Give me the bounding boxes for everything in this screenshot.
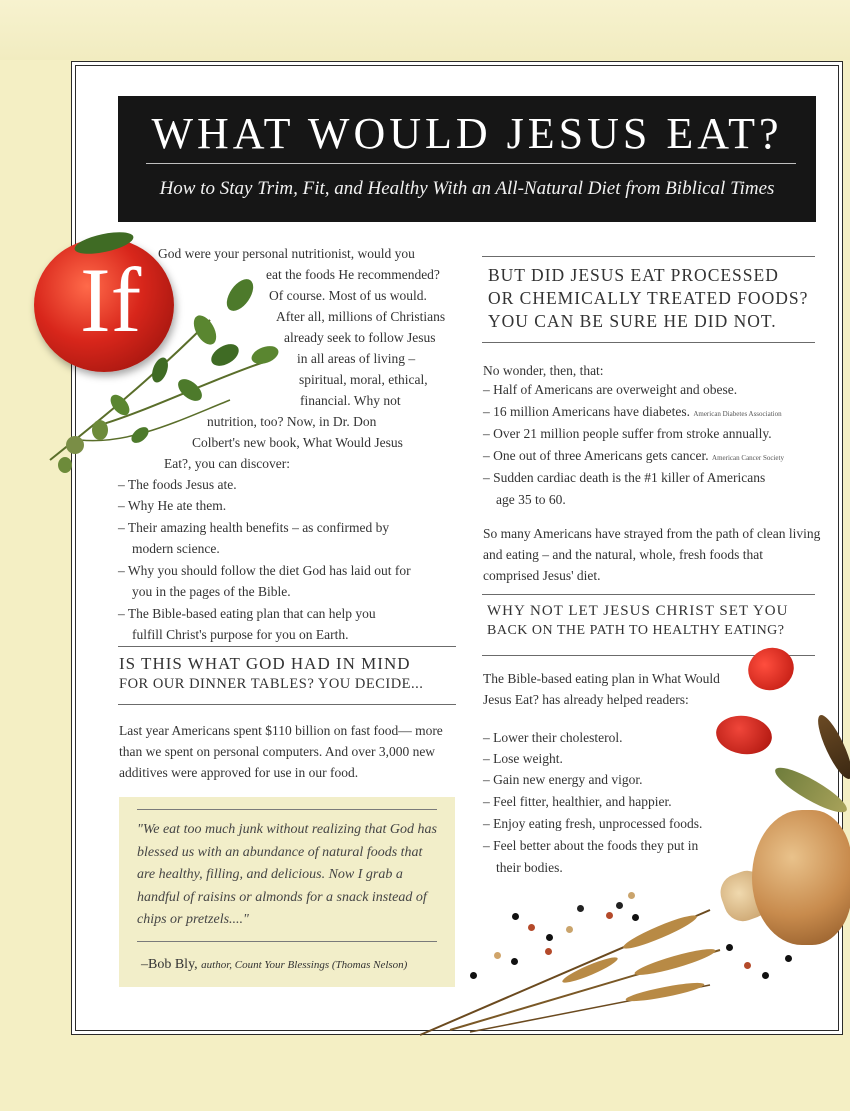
testimonial-attribution (141, 957, 407, 973)
peppercorn (726, 944, 733, 951)
section-rule (118, 704, 456, 705)
wheat-illustration (410, 890, 730, 1040)
paper-background (0, 0, 850, 60)
list-item: – Their amazing health benefits – as confirmed by (118, 520, 390, 535)
benefit-item: – Lose weight. (483, 751, 563, 766)
peppercorn (528, 924, 535, 931)
stat-source: American Diabetes Association (693, 410, 782, 418)
section-rule (482, 256, 815, 257)
list-item: – The Bible-based eating plan that can help you (118, 606, 376, 621)
stat-source: American Cancer Society (712, 454, 784, 462)
stat-item: – Over 21 million people suffer from stroke annually. (483, 426, 772, 441)
peppercorn (511, 958, 518, 965)
quote-rule-bottom (137, 941, 437, 942)
peppercorn (470, 972, 477, 979)
section-rule (118, 646, 456, 647)
peppercorn (785, 955, 792, 962)
peppercorn (566, 926, 573, 933)
intro-line: eat the foods He recommended? (266, 267, 440, 282)
testimonial-quote: "We eat too much junk without realizing that God has blessed us with an abundance of natural foods that are healthy, filling, and delicious. Now I grab a handful of raisins or almonds for a snack instead of chips or pretzels...." (137, 822, 437, 927)
mushroom-illustration (752, 810, 850, 945)
dinner-subheading: FOR OUR DINNER TABLES? YOU DECIDE... (119, 676, 424, 692)
intro-line: Of course. Most of us would. (269, 288, 427, 303)
stat-item: – 16 million Americans have diabetes. American Diabetes Association (483, 404, 782, 419)
processed-lead: No wonder, then, that: (483, 363, 604, 378)
peppercorn (616, 902, 623, 909)
why-lead: The Bible-based eating plan in What Would Jesus Eat? has already helped readers: (483, 671, 720, 707)
dinner-heading: IS THIS WHAT GOD HAD IN MIND (119, 654, 411, 673)
testimonial-source: author, Count Your Blessings (Thomas Nelson) (201, 959, 408, 971)
quote-rule-top (137, 809, 437, 810)
section-rule (482, 594, 815, 595)
list-item: you in the pages of the Bible. (132, 584, 291, 599)
intro-line: nutrition, too? Now, in Dr. Don (207, 414, 377, 429)
title-banner (118, 96, 816, 222)
testimonial-author: –Bob Bly, (141, 957, 198, 972)
intro-line: Colbert's new book, What Would Jesus (192, 435, 403, 450)
dinner-body: Last year Americans spent $110 billion on fast food— more than we spent on personal computers. And over 3,000 new additives were approved for use in our food. (119, 723, 443, 780)
intro-line: spiritual, moral, ethical, (299, 372, 428, 387)
peppercorn (744, 962, 751, 969)
intro-line: already seek to follow Jesus (284, 330, 436, 345)
page-title: WHAT WOULD JESUS EAT? (151, 109, 783, 158)
intro-line: Eat?, you can discover: (164, 456, 290, 471)
benefit-item: – Gain new energy and vigor. (483, 772, 643, 787)
drop-cap: If (80, 249, 142, 351)
benefit-item: – Feel fitter, healthier, and happier. (483, 794, 672, 809)
list-item: fulfill Christ's purpose for you on Earth. (132, 627, 349, 642)
intro-line: financial. Why not (300, 393, 401, 408)
processed-body: So many Americans have strayed from the path of clean living and eating – and the natural, whole, fresh foods that comprised Jesus' diet. (483, 526, 821, 583)
processed-heading-line: OR CHEMICALLY TREATED FOODS? (488, 288, 809, 308)
section-rule (482, 342, 815, 343)
benefit-item: – Enjoy eating fresh, unprocessed foods. (483, 816, 703, 831)
stat-item: – Half of Americans are overweight and obese. (483, 382, 738, 397)
peppercorn (577, 905, 584, 912)
peppercorn (628, 892, 635, 899)
why-heading: WHY NOT LET JESUS CHRIST SET YOU (487, 603, 789, 619)
list-item: – Why you should follow the diet God has laid out for (118, 563, 411, 578)
stat-item: – One out of three Americans gets cancer. American Cancer Society (483, 448, 784, 463)
benefit-item: – Feel better about the foods they put in (483, 838, 699, 853)
peppercorn (606, 912, 613, 919)
peppercorn (632, 914, 639, 921)
page-subtitle: How to Stay Trim, Fit, and Healthy With an All-Natural Diet from Biblical Times (159, 178, 775, 199)
list-item: – The foods Jesus ate. (118, 477, 237, 492)
stat-item: age 35 to 60. (496, 492, 566, 507)
banner-divider (146, 163, 796, 164)
processed-heading-line: YOU CAN BE SURE HE DID NOT. (488, 311, 777, 331)
benefit-item: their bodies. (496, 860, 563, 875)
peppercorn (545, 948, 552, 955)
intro-line: in all areas of living – (297, 351, 416, 366)
peppercorn (762, 972, 769, 979)
peppercorn (546, 934, 553, 941)
intro-line: After all, millions of Christians (276, 309, 446, 324)
intro-line: God were your personal nutritionist, would you (158, 246, 415, 261)
peppercorn (494, 952, 501, 959)
why-subheading: BACK ON THE PATH TO HEALTHY EATING? (487, 623, 785, 638)
testimonial-box (119, 797, 455, 987)
processed-heading-line: BUT DID JESUS EAT PROCESSED (488, 265, 779, 285)
stat-item: – Sudden cardiac death is the #1 killer of Americans (483, 470, 766, 485)
benefit-item: – Lower their cholesterol. (483, 730, 623, 745)
list-item: modern science. (132, 541, 220, 556)
peppercorn (512, 913, 519, 920)
list-item: – Why He ate them. (118, 498, 227, 513)
